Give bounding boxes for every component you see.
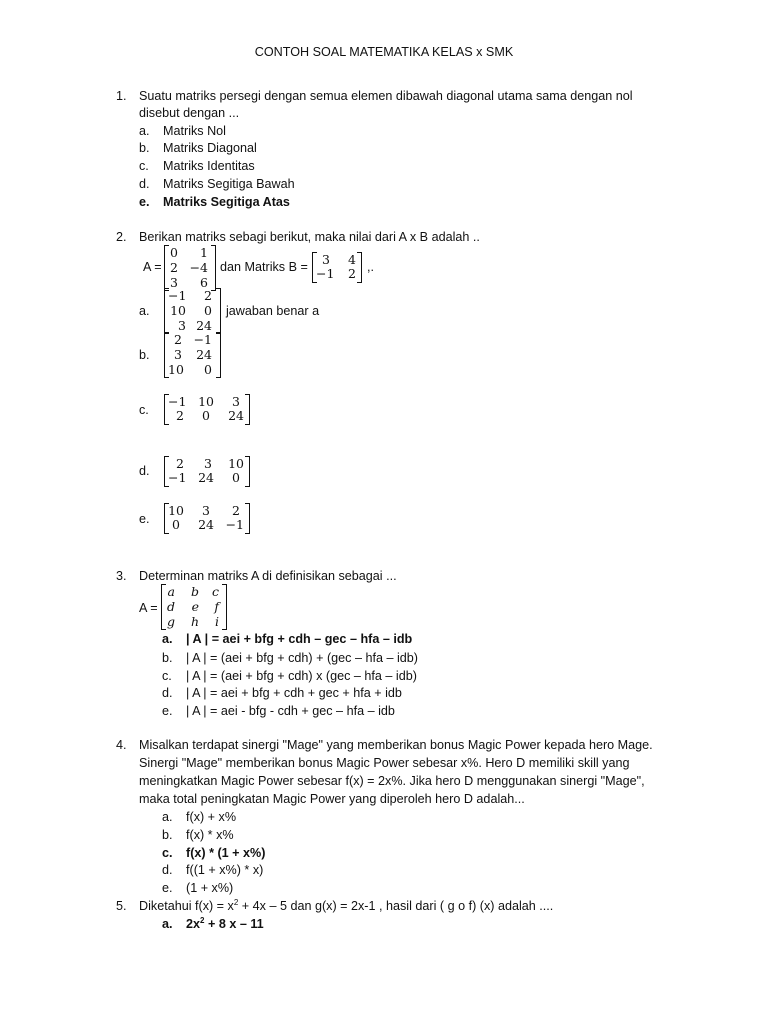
q3-option-b-letter: b. xyxy=(162,651,173,665)
matrix-cell: −1 xyxy=(193,332,212,347)
q2-matrix-a-label: A = xyxy=(143,260,162,274)
matrix-cell: −1 xyxy=(225,517,244,532)
matrix-cell: 0 xyxy=(204,362,212,377)
q2-matrix-a xyxy=(164,245,216,291)
matrix-cell: 10 xyxy=(170,303,186,318)
matrix-cell: e xyxy=(191,599,199,614)
q1-option-b: Matriks Diagonal xyxy=(163,141,257,155)
q3-matrix-a xyxy=(161,584,227,630)
q1-option-a-letter: a. xyxy=(139,124,150,138)
q4-option-e-letter: e. xyxy=(162,881,173,895)
matrix-cell: −1 xyxy=(168,288,187,303)
matrix-cell: −1 xyxy=(316,266,335,281)
q4-text-line1: Misalkan terdapat sinergi "Mage" yang memberikan bonus Magic Power kepada hero Mage. xyxy=(139,738,653,752)
q3-option-e: | A | = aei - bfg - cdh + gec – hfa – idb xyxy=(186,704,395,718)
q4-text-line4: maka total peningkatan Magic Power yang diperoleh hero D adalah... xyxy=(139,792,525,806)
q4-option-a-letter: a. xyxy=(162,810,173,824)
q3-option-d: | A | = aei + bfg + cdh + gec + hfa + idb xyxy=(186,686,402,700)
matrix-cell: 2 xyxy=(348,266,356,281)
q4-text-line3: meningkatkan Magic Power sebesar f(x) = 2x%. Jika hero D menggunakan sinergi "Mage", xyxy=(139,774,645,788)
matrix-cell: 10 xyxy=(168,362,184,377)
matrix-cell: b xyxy=(190,584,199,599)
matrix-cell: 3 xyxy=(178,318,186,333)
q5-option-a-correct xyxy=(186,917,264,931)
matrix-cell: f xyxy=(214,599,219,614)
matrix-cell: −1 xyxy=(168,470,187,485)
q2-option-b-letter: b. xyxy=(139,348,150,362)
q3-option-c: | A | = (aei + bfg + cdh) x (gec – hfa – idb) xyxy=(186,669,417,683)
matrix-cell: 2 xyxy=(176,408,184,423)
matrix-cell: 0 xyxy=(170,245,178,260)
q2-answer-note: jawaban benar a xyxy=(226,304,320,318)
matrix-cell: 24 xyxy=(228,408,244,423)
q5-text-part2: + 4x – 5 dan g(x) = 2x-1 , hasil dari ( g o f) (x) adalah .... xyxy=(238,899,554,913)
q1-option-e-letter: e. xyxy=(139,195,150,209)
q5-option-a-letter: a. xyxy=(162,917,173,931)
q5-number: 5. xyxy=(116,899,127,913)
matrix-cell: 2 xyxy=(204,288,212,303)
q2-option-e-letter: e. xyxy=(139,512,150,526)
matrix-cell: 6 xyxy=(200,275,208,290)
q4-option-c-correct: f(x) * (1 + x%) xyxy=(186,846,266,860)
q4-option-e: (1 + x%) xyxy=(186,881,234,895)
q4-option-c-letter: c. xyxy=(162,846,173,860)
matrix-cell: 3 xyxy=(174,347,182,362)
q1-text-line1: Suatu matriks persegi dengan semua elemen dibawah diagonal utama sama dengan nol xyxy=(139,89,633,103)
q1-option-e-correct: Matriks Segitiga Atas xyxy=(163,195,290,209)
q3-text: Determinan matriks A di definisikan sebagai ... xyxy=(139,569,397,583)
q3-option-e-letter: e. xyxy=(162,704,173,718)
q2-option-d-letter: d. xyxy=(139,464,150,478)
q3-option-a-letter: a. xyxy=(162,632,173,646)
matrix-cell: −4 xyxy=(189,260,208,275)
q3-option-b: | A | = (aei + bfg + cdh) + (gec – hfa – idb) xyxy=(186,651,418,665)
matrix-cell: h xyxy=(190,614,199,629)
q4-option-d: f((1 + x%) * x) xyxy=(186,863,264,877)
matrix-cell: 3 xyxy=(204,456,212,471)
matrix-cell: 3 xyxy=(322,252,330,267)
q4-option-b-letter: b. xyxy=(162,828,173,842)
matrix-cell: 24 xyxy=(198,470,214,485)
q4-option-b: f(x) * x% xyxy=(186,828,234,842)
matrix-cell: 2 xyxy=(170,260,178,275)
q1-option-c: Matriks Identitas xyxy=(163,159,255,173)
q4-option-a: f(x) + x% xyxy=(186,810,237,824)
q5-exponent: 2 xyxy=(233,897,239,907)
page-title: CONTOH SOAL MATEMATIKA KELAS x SMK xyxy=(254,45,514,59)
matrix-cell: 4 xyxy=(348,252,356,267)
matrix-cell: 10 xyxy=(228,456,244,471)
matrix-cell: 1 xyxy=(200,245,208,260)
q5-text-part1: Diketahui f(x) = x xyxy=(139,899,234,913)
q2-option-b-matrix xyxy=(164,332,221,378)
matrix-cell: 3 xyxy=(170,275,178,290)
q1-option-d: Matriks Segitiga Bawah xyxy=(163,177,295,191)
q3-matrix-label: A = xyxy=(139,601,158,615)
matrix-cell: i xyxy=(215,614,219,629)
matrix-cell: 0 xyxy=(232,470,240,485)
q2-option-c-matrix xyxy=(164,394,250,425)
matrix-cell: 24 xyxy=(198,517,214,532)
matrix-cell: 0 xyxy=(202,408,210,423)
matrix-cell: d xyxy=(166,599,175,614)
matrix-cell: −1 xyxy=(168,394,187,409)
matrix-cell: 24 xyxy=(196,318,212,333)
matrix-cell: 10 xyxy=(198,394,214,409)
q2-option-d-matrix xyxy=(164,456,250,487)
matrix-cell: 2 xyxy=(232,503,240,518)
q2-option-c-letter: c. xyxy=(139,403,149,417)
q2-number: 2. xyxy=(116,230,127,244)
q4-number: 4. xyxy=(116,738,127,752)
q2-matrix-b-label: dan Matriks B = xyxy=(220,260,308,274)
matrix-cell: a xyxy=(167,584,175,599)
q1-option-b-letter: b. xyxy=(139,141,150,155)
q2-text: Berikan matriks sebagi berikut, maka nilai dari A x B adalah .. xyxy=(139,230,480,244)
q5-option-exponent: 2 xyxy=(200,915,205,925)
q5-option-part2: + 8 x – 11 xyxy=(204,917,264,931)
matrix-cell: 0 xyxy=(172,517,180,532)
matrix-cell: 24 xyxy=(196,347,212,362)
q3-option-c-letter: c. xyxy=(162,669,172,683)
q5-option-part1: 2x xyxy=(186,917,201,931)
q2-trailing-punct: ,. xyxy=(367,260,374,274)
q1-option-a: Matriks Nol xyxy=(163,124,226,138)
q4-text-line2: Sinergi "Mage" memberikan bonus Magic Power sebesar x%. Hero D memiliki skill yang xyxy=(139,756,630,770)
matrix-cell: 2 xyxy=(176,456,184,471)
q2-option-e-matrix xyxy=(164,503,250,534)
q1-option-d-letter: d. xyxy=(139,177,150,191)
q2-matrix-b xyxy=(312,252,362,283)
matrix-cell: g xyxy=(166,614,175,629)
matrix-cell: 3 xyxy=(202,503,210,518)
q2-option-a-letter: a. xyxy=(139,304,150,318)
q3-option-d-letter: d. xyxy=(162,686,173,700)
matrix-cell: 3 xyxy=(232,394,240,409)
q3-number: 3. xyxy=(116,569,127,583)
q1-text-line2: disebut dengan ... xyxy=(139,106,240,120)
matrix-cell: c xyxy=(211,584,219,599)
q1-number: 1. xyxy=(116,89,127,103)
q1-option-c-letter: c. xyxy=(139,159,149,173)
matrix-cell: 10 xyxy=(168,503,184,518)
q2-option-a-matrix xyxy=(164,288,221,334)
matrix-cell: 2 xyxy=(174,332,182,347)
matrix-cell: 0 xyxy=(204,303,212,318)
q4-option-d-letter: d. xyxy=(162,863,173,877)
q5-text xyxy=(139,899,553,913)
q3-option-a-correct: | A | = aei + bfg + cdh – gec – hfa – idb xyxy=(186,632,413,646)
